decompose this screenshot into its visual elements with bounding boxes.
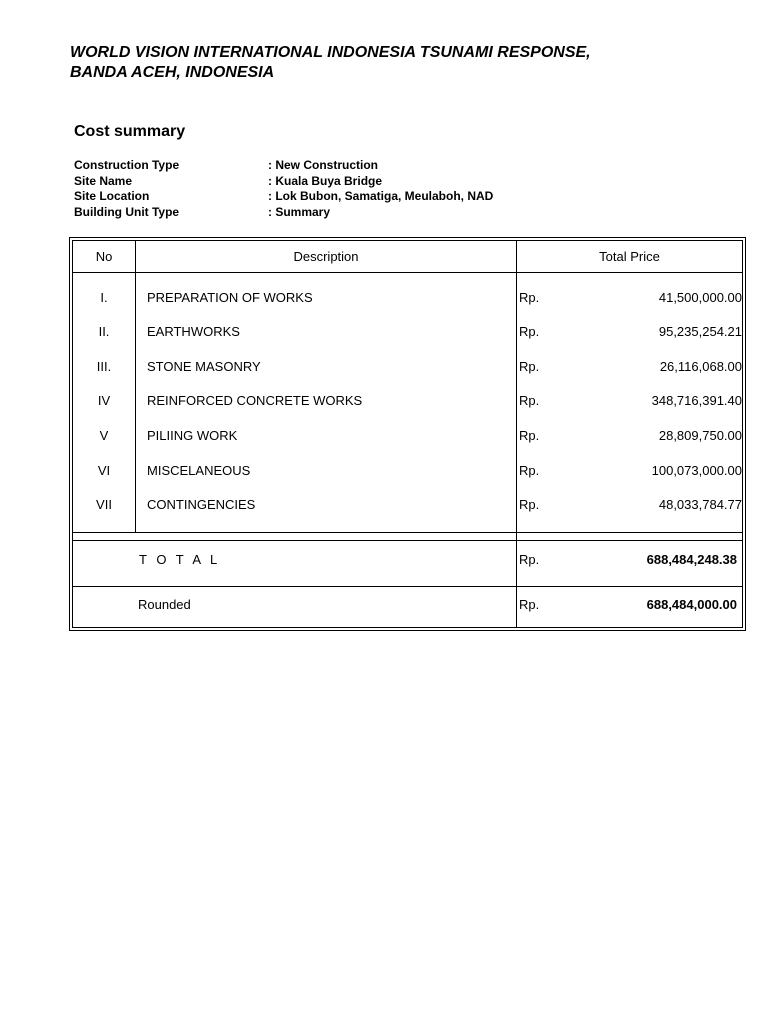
items-bottom-divider [73, 532, 742, 533]
row-no: II. [98, 324, 110, 339]
total-top-divider [73, 540, 742, 541]
info-label: Site Name [74, 173, 133, 188]
info-value: : Lok Bubon, Samatiga, Meulaboh, NAD [268, 189, 494, 203]
info-row-site-name [74, 174, 674, 190]
row-description: CONTINGENCIES [147, 497, 256, 512]
row-description: EARTHWORKS [147, 324, 240, 339]
row-description: PILIING WORK [147, 428, 238, 443]
row-no: VI [97, 463, 111, 478]
header-divider [73, 272, 742, 273]
row-no: V [99, 428, 109, 443]
info-value: : Summary [268, 204, 331, 219]
info-label: Site Location [74, 189, 150, 203]
total-label: T O T A L [139, 552, 221, 567]
row-no: I. [100, 290, 108, 305]
section-title: Cost summary [74, 123, 186, 140]
rounded-amount: 688,484,000.00 [646, 597, 737, 612]
info-row-building-unit-type [74, 205, 674, 221]
row-currency: Rp. [519, 324, 540, 339]
row-amount: 28,809,750.00 [658, 428, 742, 443]
info-row-construction-type [74, 158, 674, 174]
row-description: PREPARATION OF WORKS [147, 290, 313, 305]
cost-summary-table [69, 237, 746, 631]
total-amount: 688,484,248.38 [646, 552, 737, 567]
row-amount: 41,500,000.00 [658, 290, 742, 305]
rounded-label: Rounded [138, 597, 191, 612]
info-value: : New Construction [268, 158, 378, 172]
row-description: STONE MASONRY [147, 359, 261, 374]
row-no: IV [97, 393, 111, 408]
row-currency: Rp. [519, 290, 540, 305]
row-currency: Rp. [519, 463, 540, 478]
info-label: Construction Type [74, 158, 180, 172]
project-info [74, 158, 674, 220]
row-amount: 100,073,000.00 [651, 463, 742, 478]
info-label: Building Unit Type [74, 204, 180, 219]
row-amount: 348,716,391.40 [651, 393, 742, 408]
document-title [70, 43, 750, 83]
row-currency: Rp. [519, 497, 540, 512]
rounded-divider [73, 586, 742, 587]
header-total-price: Total Price [599, 249, 660, 264]
row-currency: Rp. [519, 428, 540, 443]
title-line-1: WORLD VISION INTERNATIONAL INDONESIA TSUNAMI RESPONSE, [70, 44, 591, 61]
rounded-currency: Rp. [519, 597, 540, 612]
price-column-divider [516, 241, 517, 627]
row-amount: 95,235,254.21 [658, 324, 742, 339]
row-amount: 26,116,068.00 [659, 359, 742, 374]
title-line-2: BANDA ACEH, INDONESIA [70, 64, 275, 81]
row-amount: 48,033,784.77 [658, 497, 742, 512]
header-description: Description [293, 249, 359, 264]
total-currency: Rp. [519, 552, 540, 567]
no-column-divider [135, 241, 136, 532]
row-no: VII [96, 497, 112, 512]
row-description: REINFORCED CONCRETE WORKS [147, 393, 363, 408]
row-description: MISCELANEOUS [147, 463, 251, 478]
header-no: No [95, 249, 113, 264]
row-currency: Rp. [519, 393, 540, 408]
info-value: : Kuala Buya Bridge [268, 173, 383, 188]
row-currency: Rp. [519, 359, 540, 374]
info-row-site-location [74, 189, 674, 205]
row-no: III. [96, 359, 112, 374]
table-inner-border [72, 240, 743, 628]
